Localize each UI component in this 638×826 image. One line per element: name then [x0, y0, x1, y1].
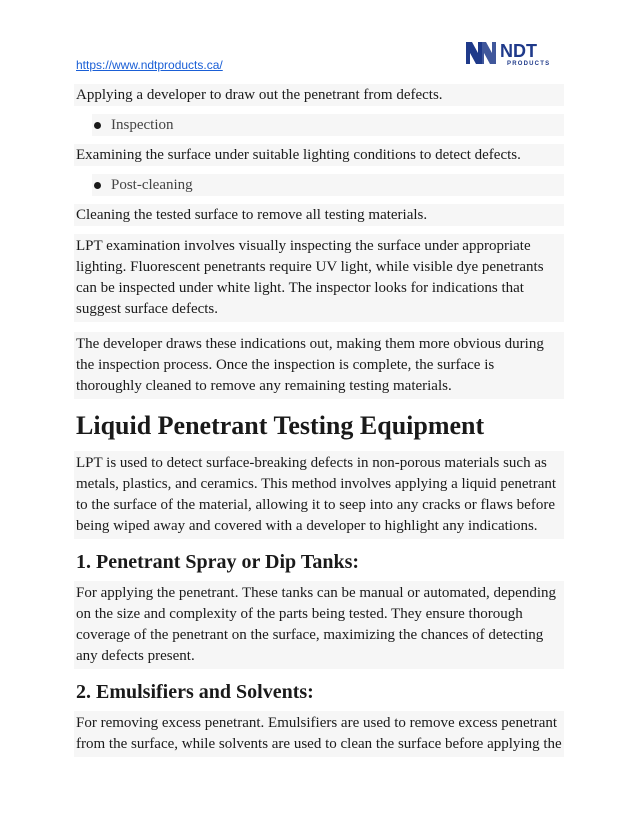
post-cleaning-step-text: Cleaning the tested surface to remove all testing materials. — [74, 204, 564, 226]
bullet-icon — [94, 122, 101, 129]
bullet-item-post-cleaning — [92, 174, 564, 196]
item1-heading: 1. Penetrant Spray or Dip Tanks: — [76, 551, 360, 573]
bullet-label: Post-cleaning — [111, 177, 193, 193]
logo-sub-text: PRODUCTS — [507, 61, 551, 67]
inspection-step-text: Examining the surface under suitable lighting conditions to detect defects. — [74, 144, 564, 166]
item2-paragraph: For removing excess penetrant. Emulsifiers are used to remove excess penetrant from the surface, while solvents are used to clean the surface before applying the — [74, 711, 564, 757]
section-title: Liquid Penetrant Testing Equipment — [76, 411, 485, 440]
lpt-examination-paragraph: LPT examination involves visually inspecting the surface under appropriate lighting. Fluorescent penetrants require UV light, while visible dye penetrants can be inspected under white light. The inspector looks for indications that suggest surface defects. — [74, 234, 564, 322]
item2-heading: 2. Emulsifiers and Solvents: — [76, 681, 314, 703]
bullet-icon — [94, 182, 101, 189]
bullet-item-inspection — [92, 114, 564, 136]
ndt-products-logo — [466, 40, 562, 68]
logo-main-text: NDT — [500, 41, 537, 61]
website-link[interactable]: https://www.ndtproducts.ca/ — [76, 58, 223, 72]
bullet-label: Inspection — [111, 117, 174, 133]
document-content — [74, 84, 564, 767]
developer-paragraph: The developer draws these indications out, making them more obvious during the inspection process. Once the inspection is complete, the surface is thoroughly cleaned to remove any remaining testing materials. — [74, 332, 564, 399]
item1-paragraph: For applying the penetrant. These tanks can be manual or automated, depending on the size and complexity of the parts being tested. They ensure thorough coverage of the penetrant on the surface, maximizing the chances of detecting any defects present. — [74, 581, 564, 669]
ndt-logo-icon — [466, 40, 562, 68]
developer-step-text: Applying a developer to draw out the penetrant from defects. — [74, 84, 564, 106]
section-intro-paragraph: LPT is used to detect surface-breaking defects in non-porous materials such as metals, plastics, and ceramics. This method involves applying a liquid penetrant to the surface of the material, allowing it to seep into any cracks or flaws before being wiped away and covered with a developer to highlight any indications. — [74, 451, 564, 539]
